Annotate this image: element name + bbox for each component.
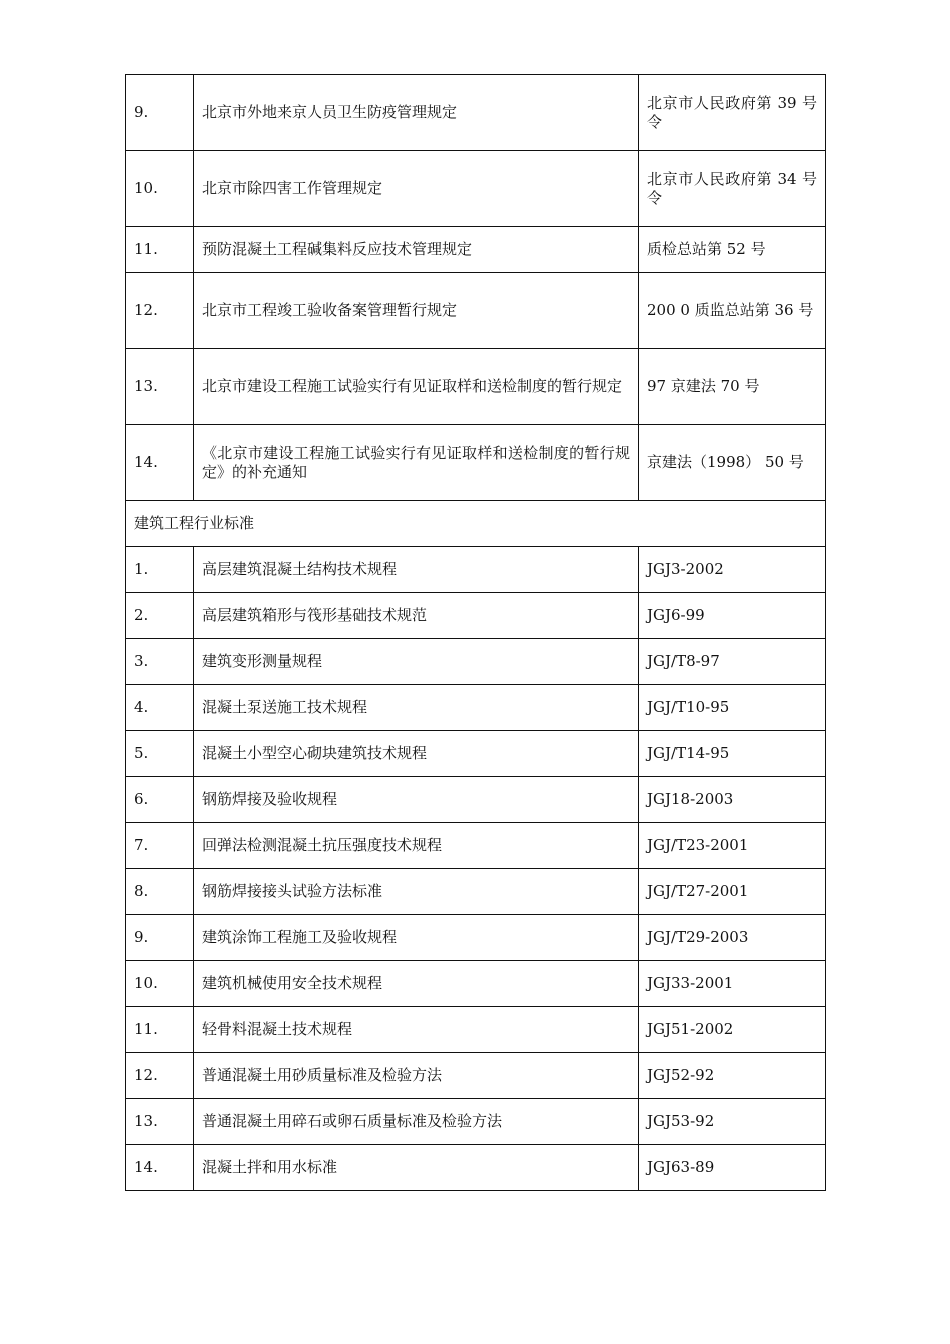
table-row: [126, 731, 826, 777]
row-number: 1.: [126, 547, 194, 593]
table-row: [126, 151, 826, 227]
table-row: [126, 547, 826, 593]
row-code: JGJ6-99: [639, 593, 826, 639]
table-row: [126, 685, 826, 731]
section-heading-row: [126, 501, 826, 547]
row-title: 北京市除四害工作管理规定: [194, 151, 639, 227]
row-code: JGJ53-92: [639, 1099, 826, 1145]
row-code: 97 京建法 70 号: [639, 349, 826, 425]
row-code: JGJ/T8-97: [639, 639, 826, 685]
row-title: 混凝土泵送施工技术规程: [194, 685, 639, 731]
table-row: [126, 961, 826, 1007]
row-title: 钢筋焊接接头试验方法标准: [194, 869, 639, 915]
row-title: 普通混凝土用碎石或卵石质量标准及检验方法: [194, 1099, 639, 1145]
row-title: 轻骨料混凝土技术规程: [194, 1007, 639, 1053]
row-code: JGJ63-89: [639, 1145, 826, 1191]
row-title: 高层建筑混凝土结构技术规程: [194, 547, 639, 593]
table-row: [126, 823, 826, 869]
row-code: JGJ33-2001: [639, 961, 826, 1007]
table-row: [126, 777, 826, 823]
row-code: 200 0 质监总站第 36 号: [639, 273, 826, 349]
table-row: [126, 1099, 826, 1145]
row-code: 质检总站第 52 号: [639, 227, 826, 273]
row-code: JGJ/T14-95: [639, 731, 826, 777]
row-number: 8.: [126, 869, 194, 915]
table-row: [126, 915, 826, 961]
row-number: 10.: [126, 151, 194, 227]
row-number: 5.: [126, 731, 194, 777]
row-code: JGJ18-2003: [639, 777, 826, 823]
table-row: [126, 1007, 826, 1053]
row-number: 6.: [126, 777, 194, 823]
row-number: 7.: [126, 823, 194, 869]
row-code: 北京市人民政府第 34 号令: [639, 151, 826, 227]
table-row: [126, 593, 826, 639]
table-row: [126, 425, 826, 501]
section-heading: 建筑工程行业标准: [126, 501, 826, 547]
row-title: 北京市工程竣工验收备案管理暂行规定: [194, 273, 639, 349]
row-title: 普通混凝土用砂质量标准及检验方法: [194, 1053, 639, 1099]
table-row: [126, 227, 826, 273]
row-code: JGJ51-2002: [639, 1007, 826, 1053]
table-row: [126, 869, 826, 915]
row-number: 9.: [126, 915, 194, 961]
row-code: JGJ/T10-95: [639, 685, 826, 731]
row-number: 3.: [126, 639, 194, 685]
table-row: [126, 273, 826, 349]
row-number: 13.: [126, 349, 194, 425]
standards-table: [125, 74, 826, 1191]
row-code: 京建法（1998） 50 号: [639, 425, 826, 501]
table-row: [126, 1053, 826, 1099]
row-number: 13.: [126, 1099, 194, 1145]
row-title: 钢筋焊接及验收规程: [194, 777, 639, 823]
row-number: 12.: [126, 273, 194, 349]
row-title: 《北京市建设工程施工试验实行有见证取样和送检制度的暂行规定》的补充通知: [194, 425, 639, 501]
row-title: 混凝土拌和用水标准: [194, 1145, 639, 1191]
row-title: 预防混凝土工程碱集料反应技术管理规定: [194, 227, 639, 273]
row-number: 2.: [126, 593, 194, 639]
row-number: 10.: [126, 961, 194, 1007]
row-number: 9.: [126, 75, 194, 151]
table-row: [126, 75, 826, 151]
row-number: 4.: [126, 685, 194, 731]
row-number: 12.: [126, 1053, 194, 1099]
row-title: 北京市建设工程施工试验实行有见证取样和送检制度的暂行规定: [194, 349, 639, 425]
row-title: 高层建筑箱形与筏形基础技术规范: [194, 593, 639, 639]
row-number: 14.: [126, 1145, 194, 1191]
row-title: 回弹法检测混凝土抗压强度技术规程: [194, 823, 639, 869]
table-row: [126, 639, 826, 685]
row-code: JGJ52-92: [639, 1053, 826, 1099]
row-number: 11.: [126, 227, 194, 273]
table-row: [126, 349, 826, 425]
row-title: 建筑变形测量规程: [194, 639, 639, 685]
row-code: 北京市人民政府第 39 号令: [639, 75, 826, 151]
row-code: JGJ3-2002: [639, 547, 826, 593]
row-title: 建筑机械使用安全技术规程: [194, 961, 639, 1007]
row-code: JGJ/T29-2003: [639, 915, 826, 961]
row-code: JGJ/T27-2001: [639, 869, 826, 915]
row-number: 11.: [126, 1007, 194, 1053]
row-code: JGJ/T23-2001: [639, 823, 826, 869]
row-title: 混凝土小型空心砌块建筑技术规程: [194, 731, 639, 777]
table-row: [126, 1145, 826, 1191]
row-number: 14.: [126, 425, 194, 501]
row-title: 北京市外地来京人员卫生防疫管理规定: [194, 75, 639, 151]
row-title: 建筑涂饰工程施工及验收规程: [194, 915, 639, 961]
